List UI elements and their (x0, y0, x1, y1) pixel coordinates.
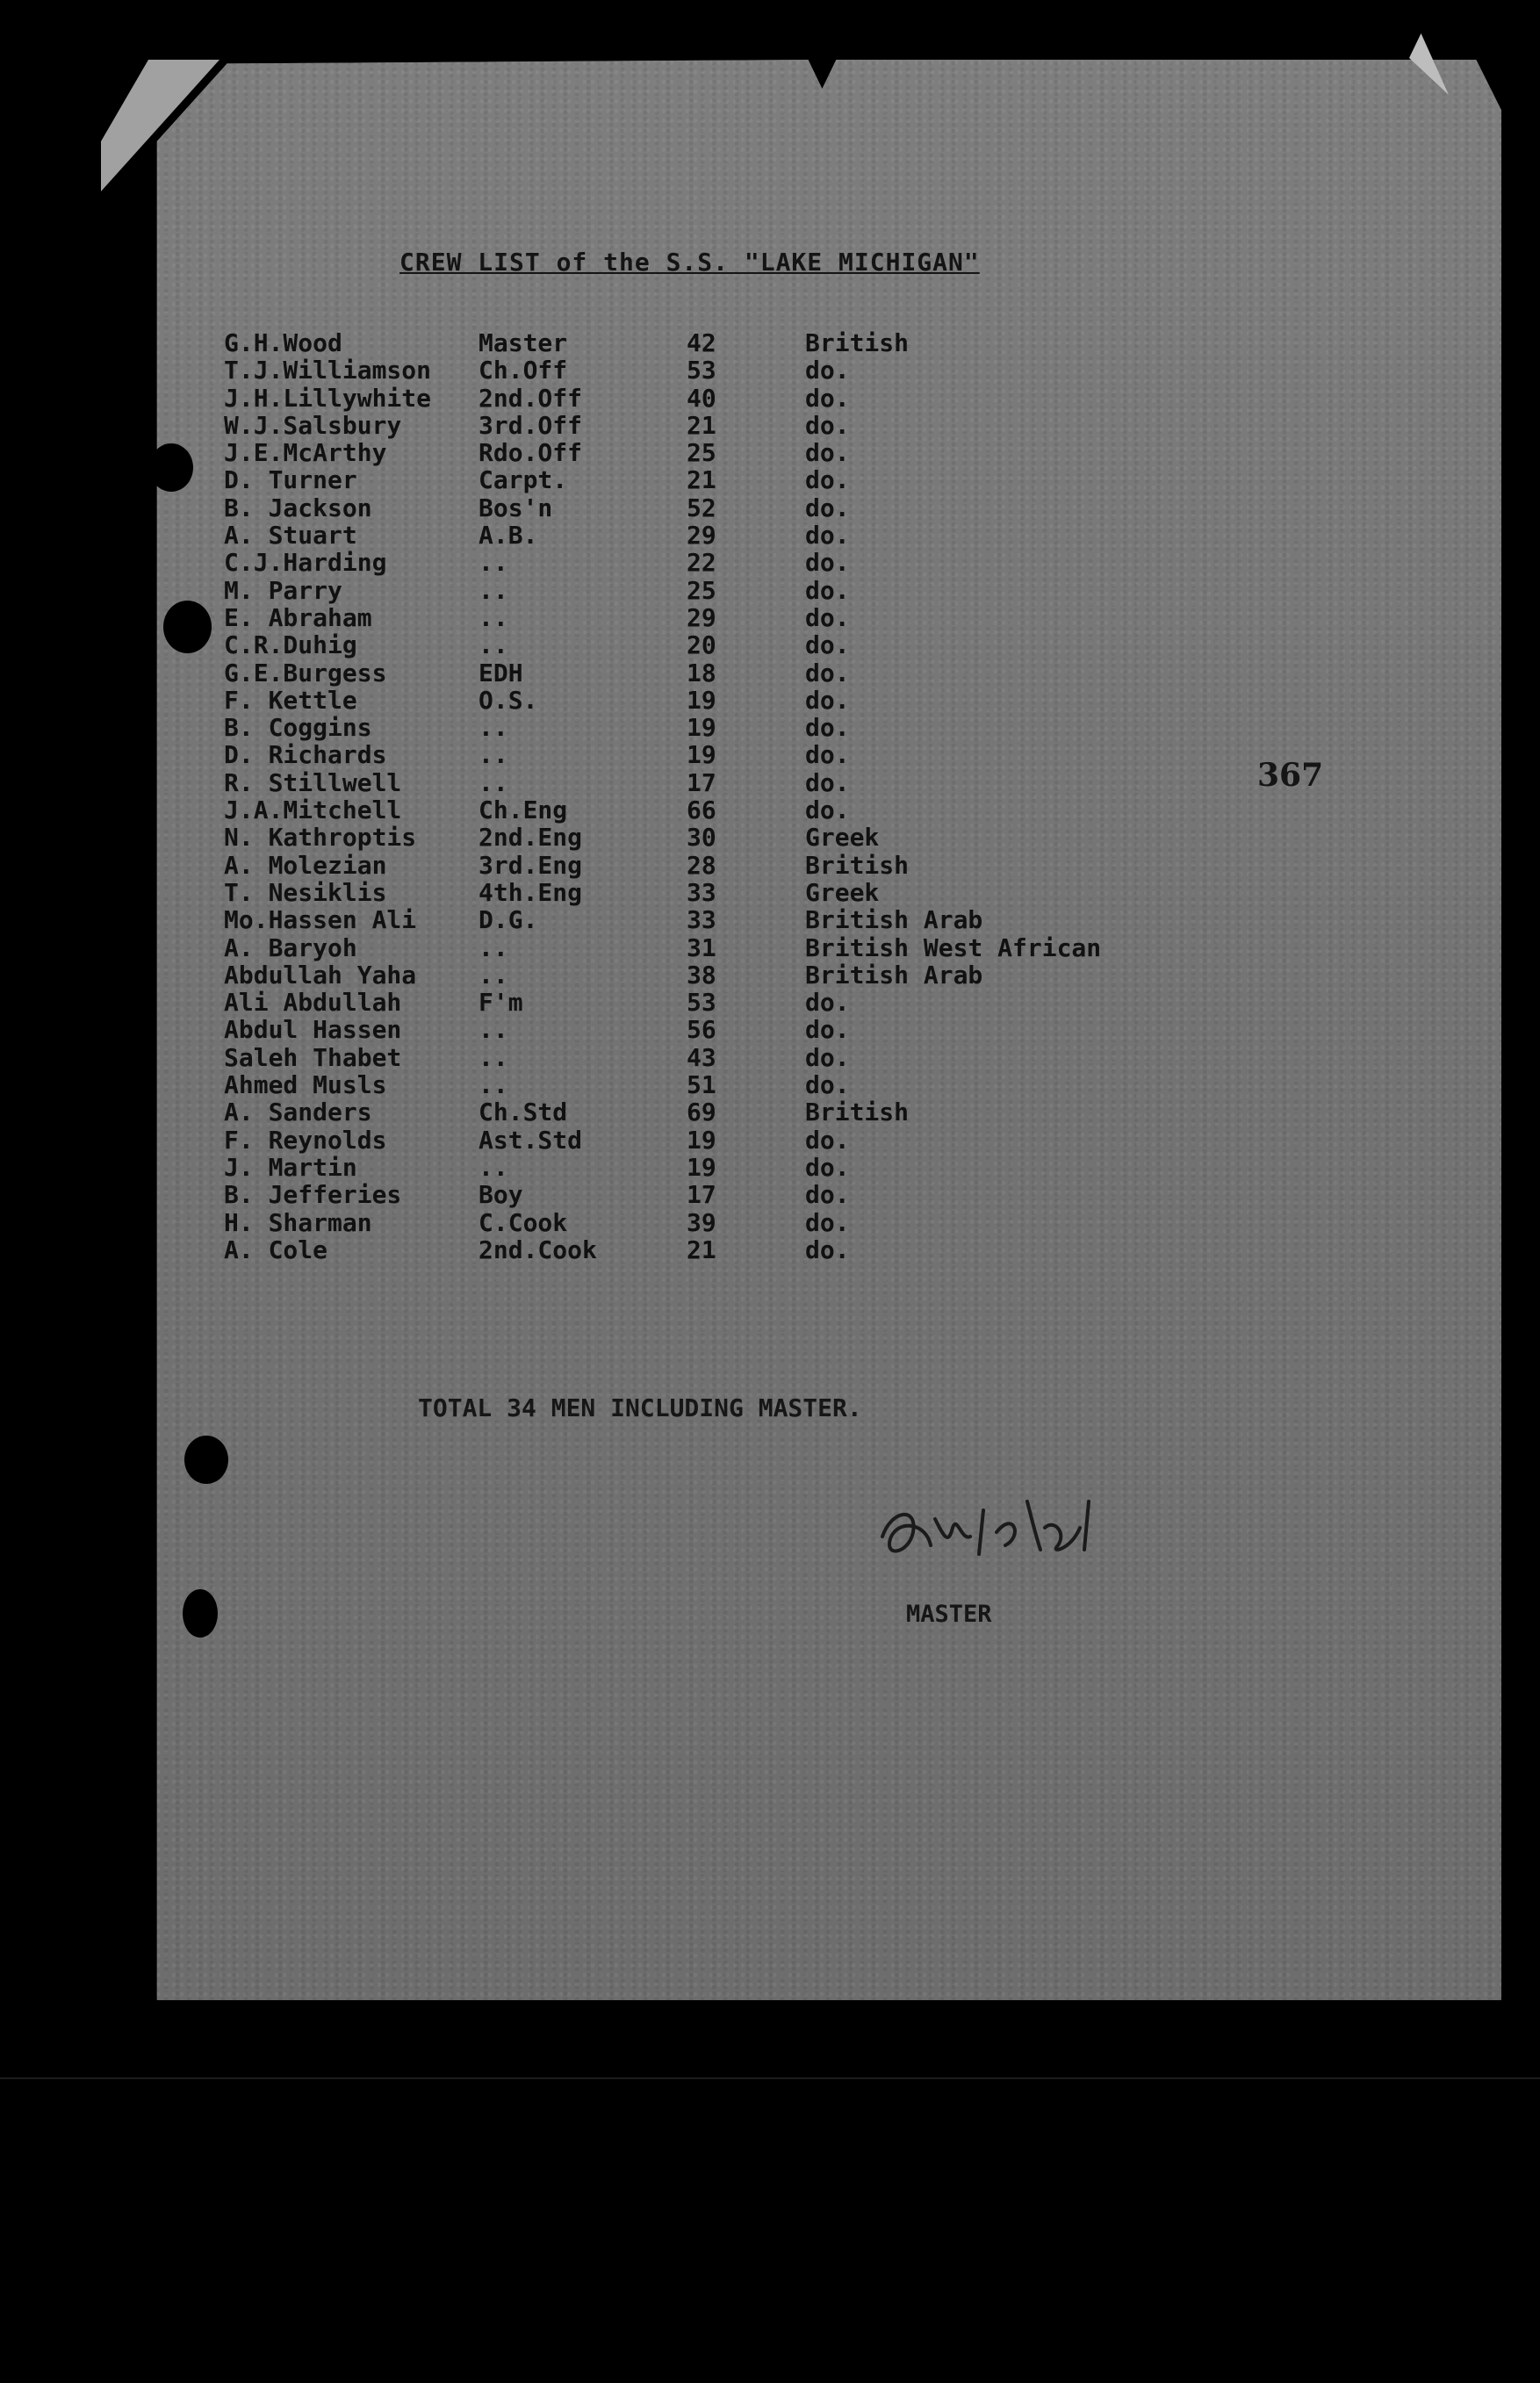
crew-name: A. Cole (224, 1235, 328, 1264)
crew-nationality: do. (805, 1180, 850, 1210)
crew-rating: 3rd.Off (479, 410, 583, 440)
crew-row (224, 961, 1174, 989)
crew-nationality: do. (805, 767, 850, 797)
crew-row (224, 879, 1174, 906)
crew-rating: Master (479, 328, 568, 357)
crew-row (224, 1071, 1174, 1098)
crew-rating: O.S. (479, 685, 538, 715)
punch-hole (163, 601, 212, 653)
crew-rating: 2nd.Off (479, 383, 583, 413)
crew-row (224, 659, 1174, 687)
crew-rating: EDH (479, 658, 523, 688)
punch-hole (184, 1436, 228, 1484)
crew-rating: Bos'n (479, 493, 553, 522)
crew-age: 18 (687, 658, 716, 688)
crew-row (224, 852, 1174, 879)
crew-age: 28 (687, 850, 716, 880)
page-title: CREW LIST of the S.S. "LAKE MICHIGAN" (399, 248, 980, 277)
crew-row (224, 577, 1174, 604)
crew-table-body (224, 329, 1174, 1263)
crew-name: T.J.Williamson (224, 356, 432, 385)
crew-table (224, 329, 1174, 1263)
crew-rating: C.Cook (479, 1207, 568, 1237)
crew-nationality: do. (805, 1235, 850, 1264)
crew-nationality: do. (805, 548, 850, 578)
crew-name: D. Turner (224, 465, 357, 495)
crew-rating: .. (479, 1070, 508, 1100)
crew-row (224, 412, 1174, 439)
crew-name: A. Molezian (224, 850, 387, 880)
crew-age: 31 (687, 932, 716, 962)
crew-row (224, 741, 1174, 768)
crew-row (224, 385, 1174, 412)
crew-nationality: do. (805, 410, 850, 440)
crew-row (224, 1098, 1174, 1126)
crew-rating: 3rd.Eng (479, 850, 583, 880)
crew-age: 53 (687, 988, 716, 1018)
crew-row (224, 906, 1174, 933)
crew-nationality: do. (805, 1042, 850, 1072)
crew-nationality: British (805, 850, 910, 880)
crew-name: A. Sanders (224, 1098, 372, 1127)
crew-row (224, 1209, 1174, 1236)
crew-row (224, 687, 1174, 714)
crew-name: F. Reynolds (224, 1125, 387, 1155)
crew-name: A. Stuart (224, 521, 357, 551)
crew-rating: A.B. (479, 521, 538, 551)
crew-age: 29 (687, 602, 716, 632)
crew-age: 19 (687, 685, 716, 715)
crew-name: Abdullah Yaha (224, 960, 417, 990)
crew-row (224, 824, 1174, 851)
crew-age: 42 (687, 328, 716, 357)
master-signature (865, 1484, 1128, 1580)
crew-rating: .. (479, 960, 508, 990)
crew-age: 21 (687, 1235, 716, 1264)
crew-rating: .. (479, 602, 508, 632)
crew-rating: Carpt. (479, 465, 568, 495)
crew-age: 20 (687, 630, 716, 660)
crew-rating: Ast.Std (479, 1125, 583, 1155)
crew-row (224, 1016, 1174, 1043)
crew-nationality: do. (805, 602, 850, 632)
crew-row (224, 714, 1174, 741)
crew-rating: .. (479, 548, 508, 578)
crew-rating: D.G. (479, 905, 538, 935)
crew-name: D. Richards (224, 740, 387, 770)
crew-nationality: do. (805, 713, 850, 743)
crew-nationality: do. (805, 1152, 850, 1182)
crew-row (224, 1044, 1174, 1071)
crew-nationality: do. (805, 438, 850, 468)
crew-nationality: British (805, 328, 910, 357)
crew-name: H. Sharman (224, 1207, 372, 1237)
crew-nationality: do. (805, 1070, 850, 1100)
crew-row (224, 1236, 1174, 1263)
crew-age: 19 (687, 1125, 716, 1155)
crew-age: 17 (687, 767, 716, 797)
crew-nationality: do. (805, 575, 850, 605)
crew-row (224, 631, 1174, 659)
crew-rating: 2nd.Eng (479, 823, 583, 853)
crew-rating: Ch.Off (479, 356, 568, 385)
crew-rating: Rdo.Off (479, 438, 583, 468)
crew-name: C.J.Harding (224, 548, 387, 578)
crew-row (224, 604, 1174, 631)
crew-rating: .. (479, 932, 508, 962)
crew-age: 40 (687, 383, 716, 413)
crew-name: Ali Abdullah (224, 988, 402, 1018)
crew-name: G.E.Burgess (224, 658, 387, 688)
crew-nationality: Greek (805, 823, 880, 853)
crew-rating: Ch.Std (479, 1098, 568, 1127)
crew-nationality: do. (805, 1015, 850, 1045)
crew-name: A. Baryoh (224, 932, 357, 962)
crew-name: J.E.McArthy (224, 438, 387, 468)
crew-name: M. Parry (224, 575, 342, 605)
crew-name: B. Jefferies (224, 1180, 402, 1210)
crew-nationality: Greek (805, 877, 880, 907)
crew-nationality: do. (805, 658, 850, 688)
crew-age: 19 (687, 740, 716, 770)
crew-rating: .. (479, 1152, 508, 1182)
crew-row (224, 989, 1174, 1016)
crew-row (224, 466, 1174, 493)
crew-age: 30 (687, 823, 716, 853)
crew-row (224, 934, 1174, 961)
crew-age: 38 (687, 960, 716, 990)
crew-rating: .. (479, 1015, 508, 1045)
crew-age: 19 (687, 1152, 716, 1182)
crew-age: 21 (687, 410, 716, 440)
crew-rating: 2nd.Cook (479, 1235, 597, 1264)
crew-name: T. Nesiklis (224, 877, 387, 907)
crew-row (224, 769, 1174, 796)
crew-nationality: do. (805, 465, 850, 495)
crew-row (224, 1181, 1174, 1208)
crew-rating: .. (479, 630, 508, 660)
crew-name: Saleh Thabet (224, 1042, 402, 1072)
crew-age: 52 (687, 493, 716, 522)
crew-age: 25 (687, 438, 716, 468)
crew-rating: .. (479, 740, 508, 770)
crew-nationality: do. (805, 740, 850, 770)
crew-nationality: British (805, 1098, 910, 1127)
crew-age: 19 (687, 713, 716, 743)
crew-name: Abdul Hassen (224, 1015, 402, 1045)
crew-nationality: do. (805, 1207, 850, 1237)
crew-rating: .. (479, 713, 508, 743)
crew-age: 33 (687, 877, 716, 907)
crew-nationality: do. (805, 383, 850, 413)
crew-row (224, 1154, 1174, 1181)
crew-age: 51 (687, 1070, 716, 1100)
crew-nationality: do. (805, 988, 850, 1018)
crew-nationality: do. (805, 356, 850, 385)
crew-name: C.R.Duhig (224, 630, 357, 660)
crew-age: 17 (687, 1180, 716, 1210)
crew-rating: .. (479, 767, 508, 797)
crew-name: F. Kettle (224, 685, 357, 715)
crew-age: 43 (687, 1042, 716, 1072)
crew-age: 69 (687, 1098, 716, 1127)
crew-nationality: do. (805, 521, 850, 551)
crew-nationality: do. (805, 796, 850, 825)
crew-row (224, 796, 1174, 824)
crew-row (224, 356, 1174, 384)
crew-name: G.H.Wood (224, 328, 342, 357)
page-number: 367 (1257, 757, 1324, 794)
crew-name: Ahmed Musls (224, 1070, 387, 1100)
crew-age: 33 (687, 905, 716, 935)
crew-nationality: British Arab (805, 905, 983, 935)
crew-nationality: British West African (805, 932, 1102, 962)
crew-age: 29 (687, 521, 716, 551)
punch-hole (183, 1589, 218, 1638)
scan-divider (0, 2077, 1540, 2079)
crew-name: J.H.Lillywhite (224, 383, 432, 413)
crew-name: B. Coggins (224, 713, 372, 743)
crew-rating: .. (479, 575, 508, 605)
crew-rating: 4th.Eng (479, 877, 583, 907)
crew-age: 21 (687, 465, 716, 495)
crew-rating: .. (479, 1042, 508, 1072)
crew-age: 25 (687, 575, 716, 605)
crew-nationality: do. (805, 630, 850, 660)
crew-row (224, 549, 1174, 576)
crew-name: W.J.Salsbury (224, 410, 402, 440)
punch-hole (149, 443, 193, 492)
crew-name: E. Abraham (224, 602, 372, 632)
crew-nationality: do. (805, 1125, 850, 1155)
crew-row (224, 439, 1174, 466)
crew-name: J. Martin (224, 1152, 357, 1182)
crew-name: J.A.Mitchell (224, 796, 402, 825)
crew-age: 66 (687, 796, 716, 825)
crew-nationality: British Arab (805, 960, 983, 990)
crew-nationality: do. (805, 493, 850, 522)
crew-rating: Ch.Eng (479, 796, 568, 825)
crew-age: 22 (687, 548, 716, 578)
crew-nationality: do. (805, 685, 850, 715)
crew-row (224, 522, 1174, 549)
crew-row (224, 329, 1174, 356)
crew-rating: Boy (479, 1180, 523, 1210)
crew-name: N. Kathroptis (224, 823, 417, 853)
crew-row (224, 1127, 1174, 1154)
crew-name: B. Jackson (224, 493, 372, 522)
master-label: MASTER (906, 1601, 992, 1628)
crew-name: Mo.Hassen Ali (224, 905, 417, 935)
crew-age: 39 (687, 1207, 716, 1237)
crew-age: 53 (687, 356, 716, 385)
crew-row (224, 494, 1174, 522)
crew-rating: F'm (479, 988, 523, 1018)
total-line: TOTAL 34 MEN INCLUDING MASTER. (418, 1393, 862, 1422)
crew-name: R. Stillwell (224, 767, 402, 797)
crew-age: 56 (687, 1015, 716, 1045)
